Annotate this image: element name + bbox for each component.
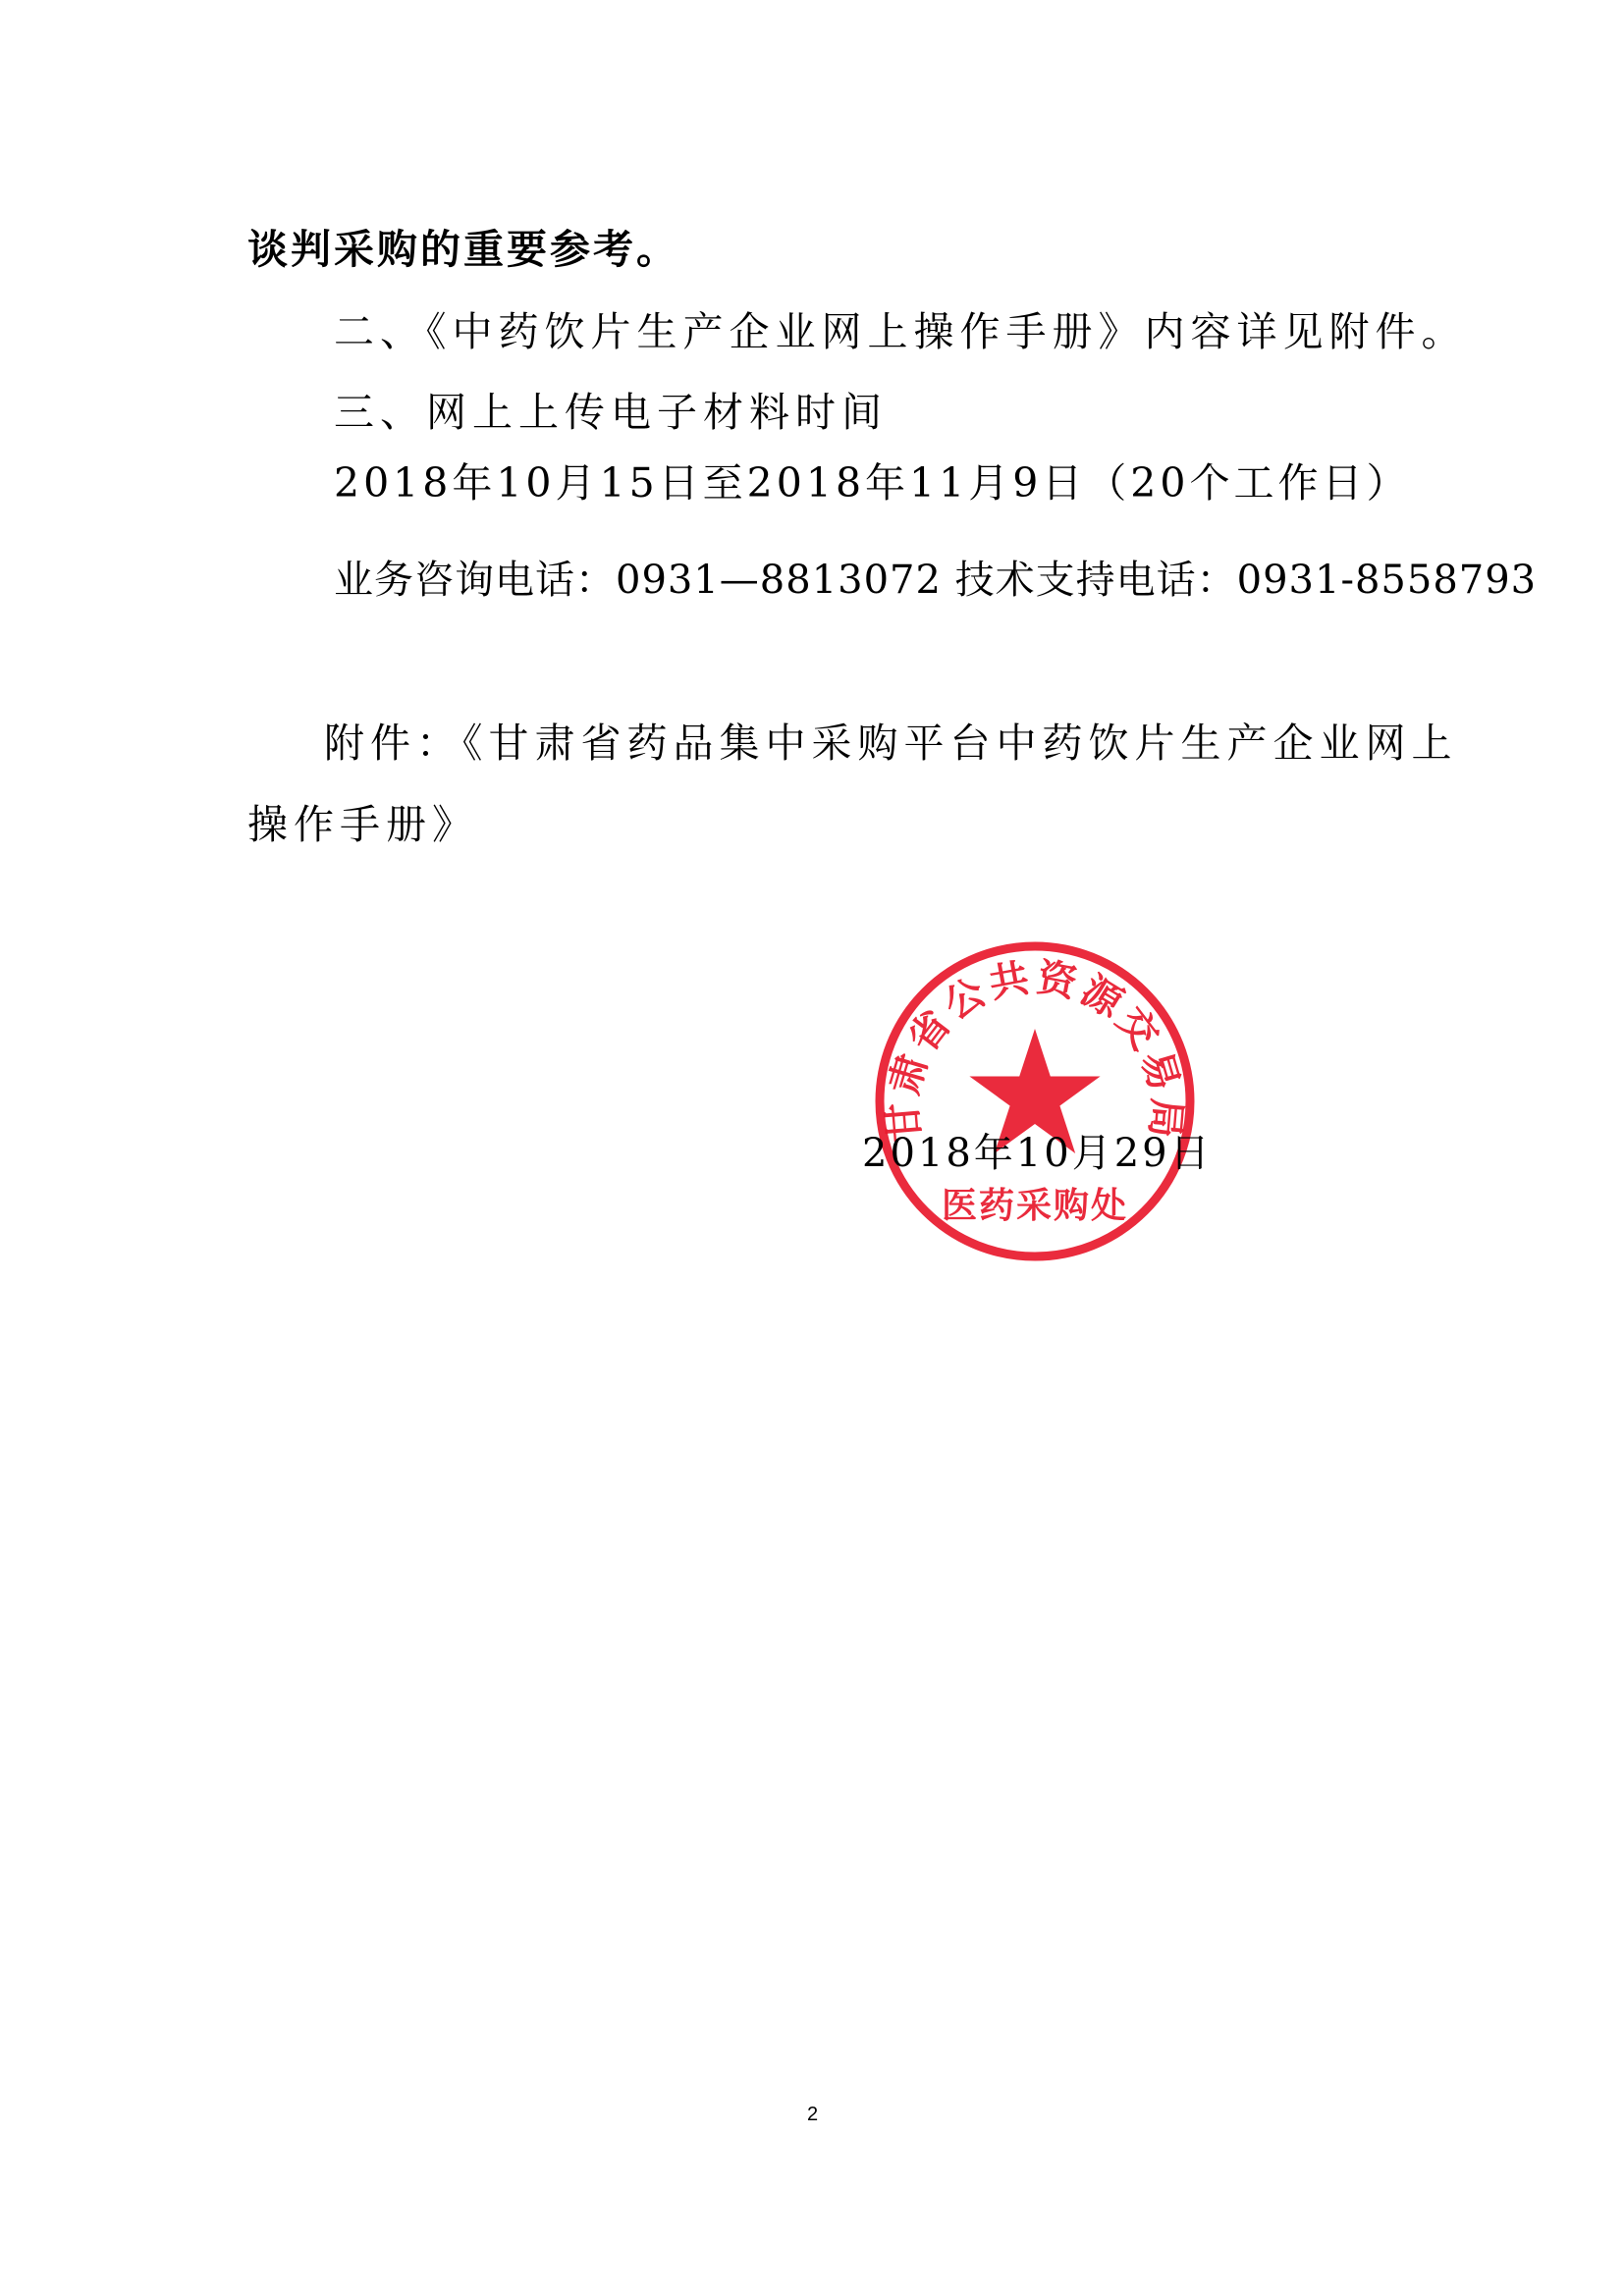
seal-inner-text: 医药采购处 bbox=[941, 1185, 1129, 1226]
signature-date: 2018年10月29日 bbox=[862, 1131, 1213, 1176]
item-two-attachment-notice: 二、《中药饮片生产企业网上操作手册》内容详见附件。 bbox=[334, 308, 1468, 355]
attachment-line-2: 操作手册》 bbox=[247, 801, 478, 848]
item-three-heading: 三、网上上传电子材料时间 bbox=[334, 389, 888, 436]
contact-phones: 业务咨询电话：0931—8813072 技术支持电话：0931-8558793 bbox=[334, 558, 1538, 603]
page-number: 2 bbox=[807, 2104, 819, 2125]
official-seal bbox=[872, 938, 1198, 1264]
paragraph-continuation: 谈判采购的重要参考。 bbox=[247, 226, 679, 273]
seal-outer-text: 甘肃省公共资源交易局 bbox=[879, 953, 1191, 1144]
attachment-line-1: 附件：《甘肃省药品集中采购平台中药饮片生产企业网上 bbox=[324, 720, 1458, 767]
upload-period: 2018年10月15日至2018年11月9日（20个工作日） bbox=[334, 459, 1411, 507]
